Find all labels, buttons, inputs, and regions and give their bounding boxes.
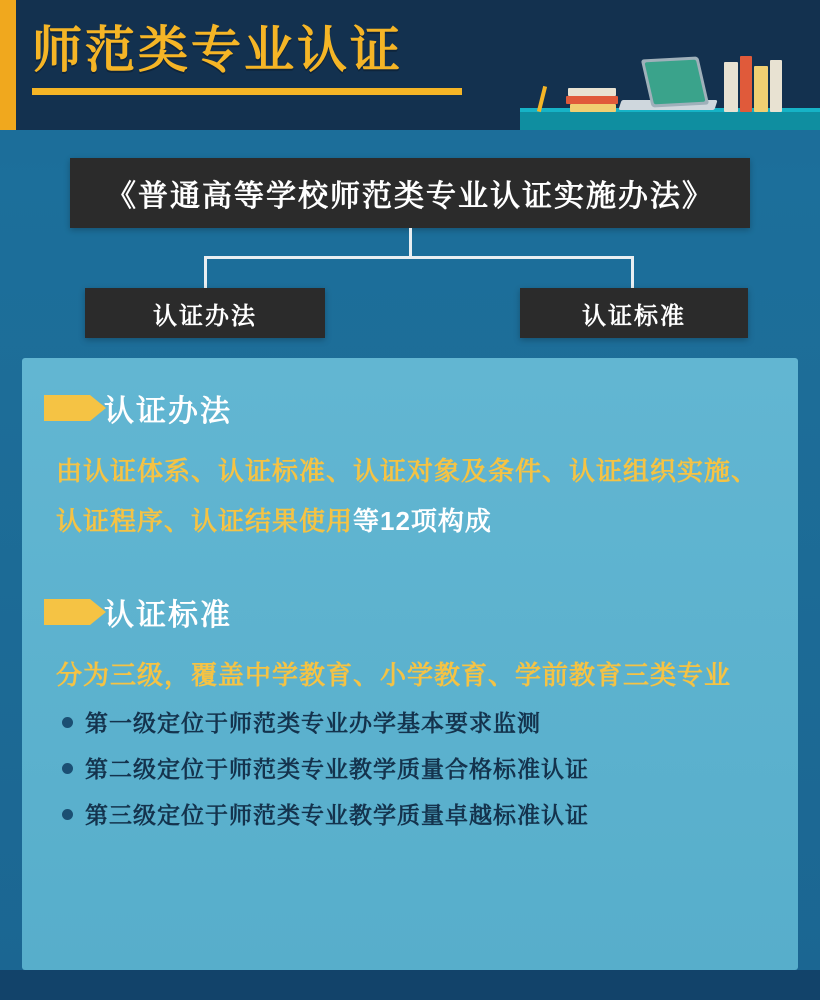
banner-accent-bar <box>0 0 16 130</box>
flow-connector-horizontal <box>204 256 634 259</box>
arrow-marker-icon <box>44 599 90 625</box>
flow-connector-drop-left <box>204 256 207 288</box>
section-method <box>22 386 798 546</box>
desk-icon <box>520 112 820 130</box>
list-item <box>62 706 764 740</box>
list-item-label: 第一级定位于师范类专业办学基本要求监测 <box>85 710 541 736</box>
section-standard-bullet-list <box>62 706 764 832</box>
books-icon <box>770 60 782 112</box>
laptop-screen-icon <box>641 57 709 108</box>
books-icon <box>570 104 616 112</box>
section-method-body-highlight: 由认证体系、认证标准、认证对象及条件、认证组织实施、认证程序、认证结果使用 <box>56 456 759 536</box>
flow-chart <box>0 140 820 340</box>
laptop-screen-inner <box>644 60 705 105</box>
flow-child-node-standard: 认证标准 <box>520 288 748 338</box>
bullet-dot-icon <box>62 809 73 820</box>
content-panel <box>22 358 798 970</box>
section-standard <box>22 590 798 844</box>
section-method-body <box>56 446 764 546</box>
section-method-title: 认证办法 <box>104 395 232 428</box>
title-underline <box>32 88 462 95</box>
arrow-marker-icon <box>44 395 90 421</box>
flow-child-node-method: 认证办法 <box>85 288 325 338</box>
books-icon <box>754 66 768 112</box>
list-item <box>62 752 764 786</box>
section-standard-body-highlight: 分为三级，覆盖中学教育、小学教育、学前教育三类专业 <box>56 660 732 690</box>
section-method-body-tail: 等12项构成 <box>353 506 492 536</box>
list-item-label: 第三级定位于师范类专业教学质量卓越标准认证 <box>85 802 589 828</box>
list-item <box>62 798 764 832</box>
bullet-dot-icon <box>62 763 73 774</box>
page-title: 师范类专业认证 <box>32 22 403 78</box>
books-icon <box>568 88 616 96</box>
bullet-dot-icon <box>62 717 73 728</box>
section-method-header <box>22 386 798 430</box>
flow-connector-drop-right <box>631 256 634 288</box>
bottom-strip <box>0 970 820 1000</box>
section-standard-header <box>22 590 798 634</box>
header-banner <box>0 0 820 130</box>
section-standard-body <box>56 650 764 700</box>
flow-connector-vertical <box>409 228 412 256</box>
list-item-label: 第二级定位于师范类专业教学质量合格标准认证 <box>85 756 589 782</box>
section-standard-title: 认证标准 <box>104 599 232 632</box>
flow-root-node: 《普通高等学校师范类专业认证实施办法》 <box>70 158 750 228</box>
books-icon <box>740 56 752 112</box>
books-icon <box>724 62 738 112</box>
books-icon <box>566 96 618 104</box>
